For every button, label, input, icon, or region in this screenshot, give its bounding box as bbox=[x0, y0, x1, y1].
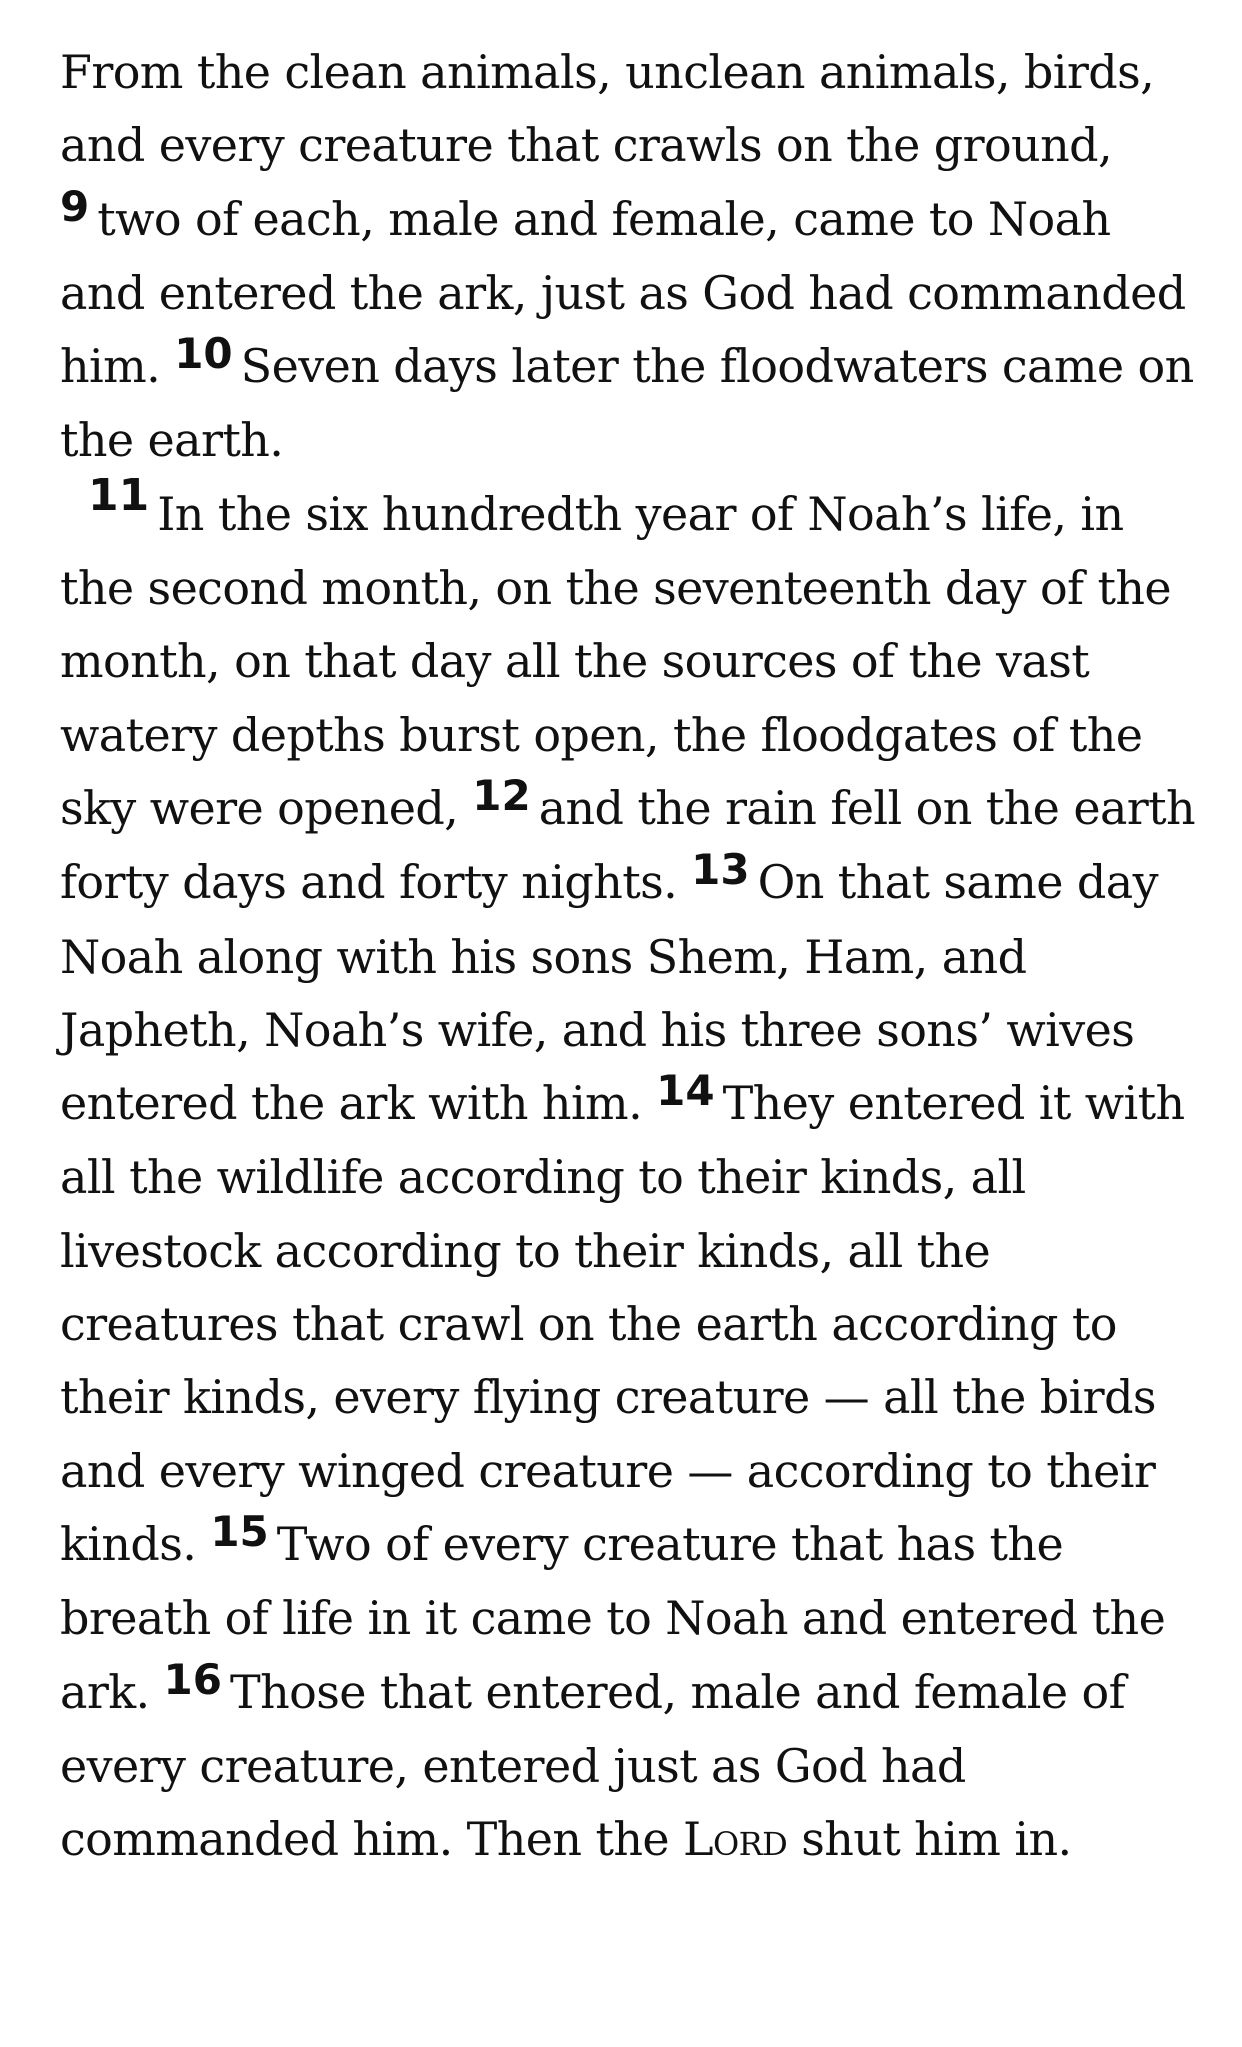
verse-number: 16 bbox=[163, 1654, 222, 1704]
verse-number: 10 bbox=[174, 329, 233, 379]
verse-text: From the clean animals, unclean animals, birds, and every creature that crawls on the ground, bbox=[60, 45, 1155, 173]
verse-text: two of each, male and female, came to Noah and entered the ark, just as God had commanded him. bbox=[60, 191, 1186, 394]
verse-number: 9 bbox=[60, 181, 90, 231]
verse-text: They entered it with all the wildlife according to their kinds, all livestock according to their kinds, all the creatures that crawl on the earth according to their kinds, every flying creature — all the birds and every winged creature — according to their kinds. bbox=[60, 1076, 1185, 1571]
verse-text: In the six hundredth year of Noah’s life, in the second month, on the seventeenth day of the month, on that day all the sources of the vast watery depths burst open, the floodgates of the sky were opened, bbox=[60, 486, 1172, 835]
verse-number: 11 bbox=[88, 469, 150, 521]
scripture-page bbox=[60, 36, 1200, 1876]
paragraph-2 bbox=[60, 469, 1200, 1877]
verse-number: 15 bbox=[210, 1506, 269, 1556]
verse-number: 12 bbox=[472, 770, 531, 820]
verse-text: Those that entered, male and female of every creature, entered just as God had commanded him. Then the bbox=[60, 1664, 1126, 1867]
verse-number: 13 bbox=[691, 845, 750, 895]
verse-text: On that same day Noah along with his sons Shem, Ham, and Japheth, Noah’s wife, and his three sons’ wives entered the ark with him. bbox=[60, 855, 1158, 1131]
paragraph-1 bbox=[60, 36, 1200, 478]
verse-text: Seven days later the floodwaters came on the earth. bbox=[60, 339, 1194, 468]
verse-text: Two of every creature that has the breath of life in it came to Noah and entered the ark. bbox=[60, 1516, 1166, 1719]
divine-name: Lord bbox=[683, 1812, 788, 1867]
verse-text: and the rain fell on the earth forty days and forty nights. bbox=[60, 780, 1196, 910]
verse-text: shut him in. bbox=[787, 1812, 1072, 1867]
verse-number: 14 bbox=[656, 1066, 715, 1116]
